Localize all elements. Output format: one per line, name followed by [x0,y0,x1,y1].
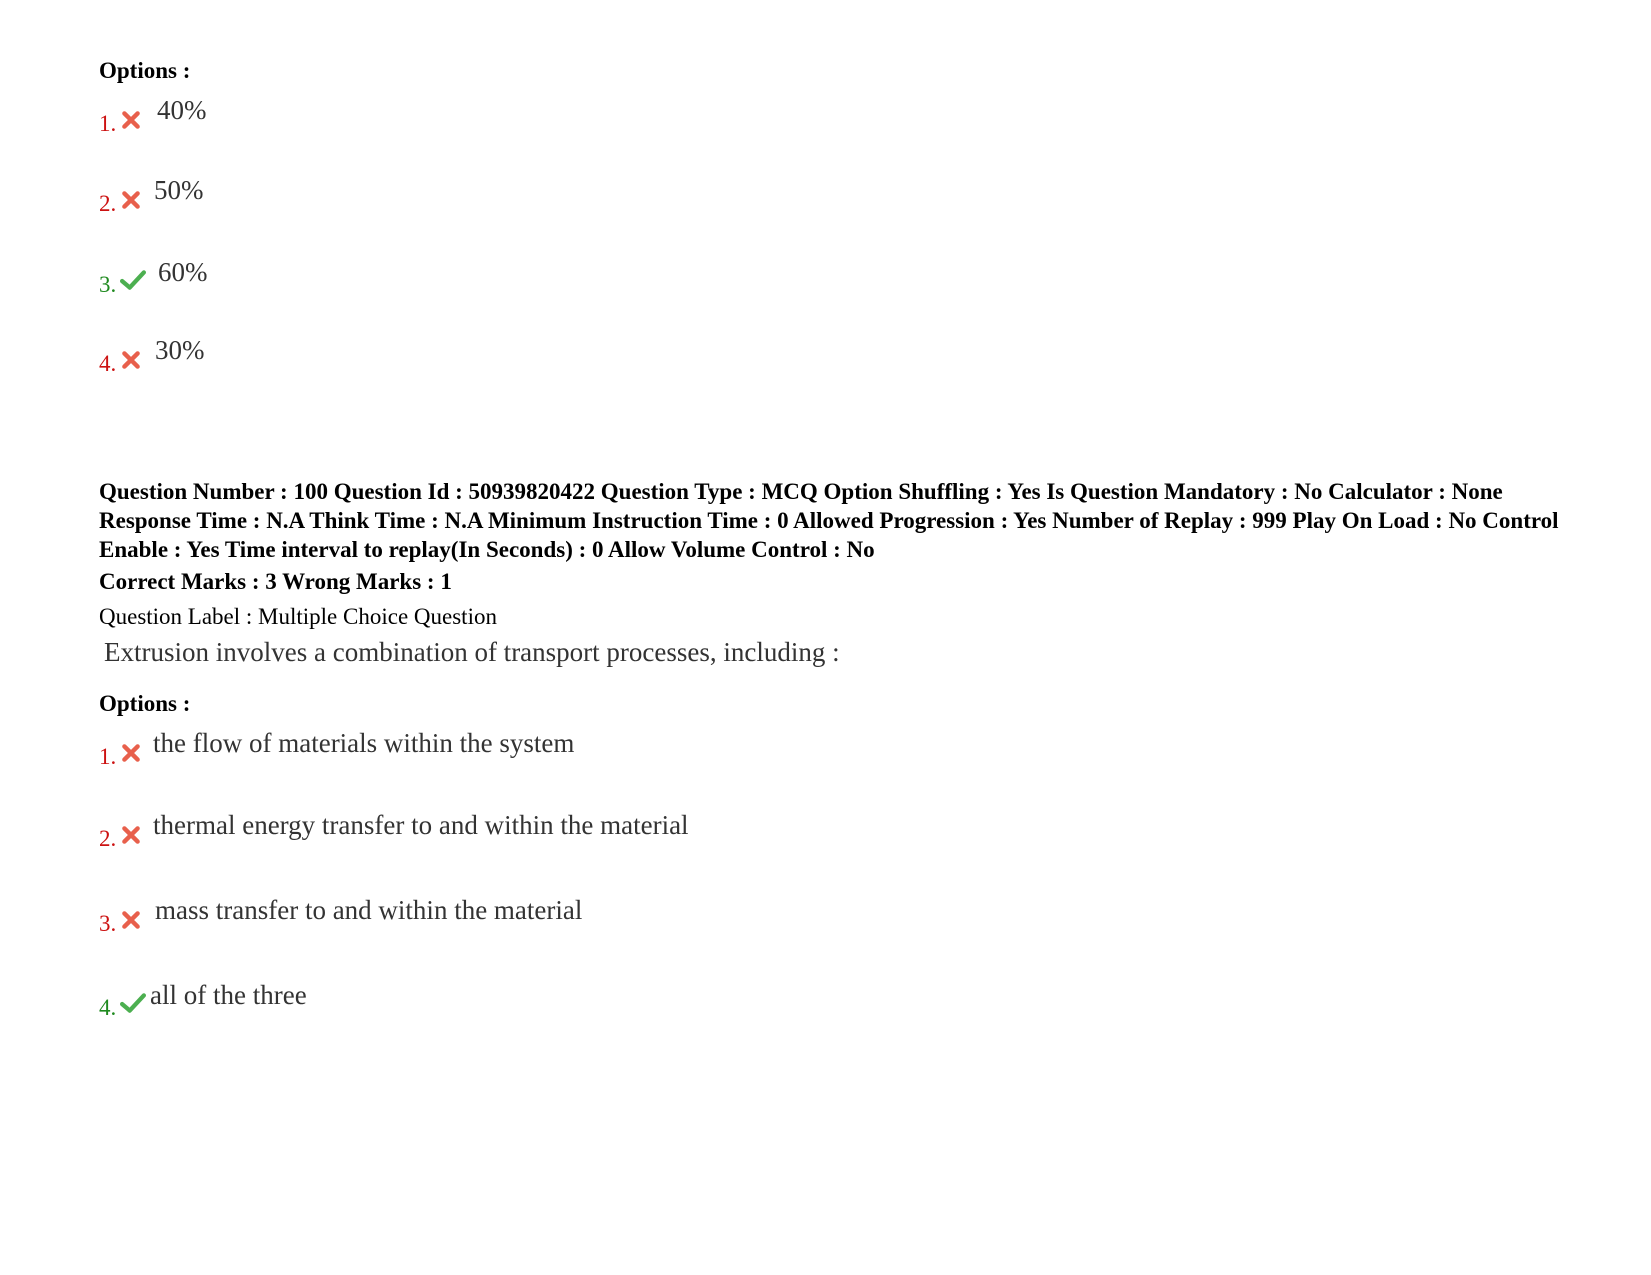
check-icon [120,269,146,291]
cross-icon [120,189,142,211]
cross-icon [120,349,142,371]
option-text: mass transfer to and within the material [155,895,583,925]
option-number: 4. [99,351,117,376]
option-number: 4. [99,995,117,1020]
question-text: Extrusion involves a combination of transport processes, including : [104,637,840,667]
option-item [99,335,999,375]
check-icon [120,992,146,1014]
option-item [99,980,999,1020]
question-metadata: Question Number : 100 Question Id : 50939820422 Question Type : MCQ Option Shuffling : Yes Is Question Mandatory : No Calculator : None Response Time : N.A Think Time : N.A Minimum Instruction Time : 0 Allowed Progression : Yes Number of Replay : 999 Play On Load : No Control Enable : Yes Time interval to replay(In Seconds) : 0 Allow Volume Control : No [99,479,1559,562]
option-text: 50% [154,175,204,205]
question-label: Question Label : Multiple Choice Question [99,604,497,629]
option-item [99,810,999,850]
option-text: 40% [157,95,207,125]
options-heading: Options : [99,691,191,716]
option-text: 30% [155,335,205,365]
options-heading: Options : [99,58,191,83]
option-item [99,95,999,135]
option-item [99,728,999,768]
option-item [99,895,999,935]
cross-icon [120,742,142,764]
option-number: 3. [99,911,117,936]
option-number: 3. [99,272,117,297]
option-text: the flow of materials within the system [153,728,575,758]
cross-icon [120,109,142,131]
option-text: all of the three [150,980,307,1010]
cross-icon [120,909,142,931]
option-number: 1. [99,111,117,136]
cross-icon [120,824,142,846]
option-item [99,257,999,297]
option-text: thermal energy transfer to and within the material [153,810,689,840]
option-number: 2. [99,826,117,851]
option-text: 60% [158,257,208,287]
marks-info: Correct Marks : 3 Wrong Marks : 1 [99,569,452,594]
option-number: 1. [99,744,117,769]
option-item [99,175,999,215]
option-number: 2. [99,191,117,216]
